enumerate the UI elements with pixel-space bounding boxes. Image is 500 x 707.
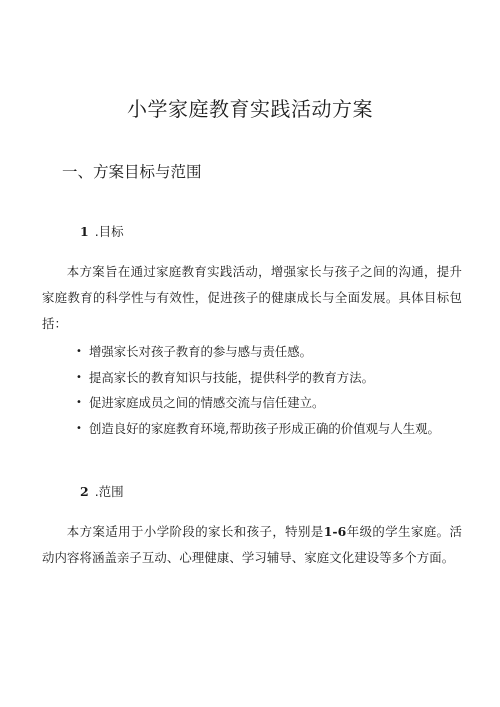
list-item-text: 促进家庭成员之间的情感交流与信任建立。 [89,395,325,410]
list-item-text: 创造良好的家庭教育环境,帮助孩子形成正确的价值观与人生观。 [89,420,440,436]
subsection-heading-scope [80,482,124,500]
bullet-icon: • [76,422,82,434]
list-item [76,390,476,416]
subsection-number: 1 [80,224,89,239]
bullet-icon: • [76,346,82,357]
subsection-label: .目标 [94,224,124,239]
grade-range: 1-6 [323,524,347,539]
subsection-heading-goals [80,222,124,240]
scope-paragraph [42,519,462,571]
subsection-number: 2 [80,484,89,499]
scope-text-after: 年级的学生家庭。活动内容将涵盖亲子互动、心理健康、学习辅导、家庭文化建设等多个方面。 [42,524,462,565]
section-heading-goals-scope: 一、方案目标与范围 [62,163,202,181]
goals-list [76,339,476,441]
bullet-icon: • [76,371,82,383]
document-title: 小学家庭教育实践活动方案 [127,97,373,121]
list-item-text: 增强家长对孩子教育的参与感与责任感。 [89,344,313,359]
list-item [76,339,476,365]
scope-text-before: 本方案适用于小学阶段的家长和孩子，特别是 [66,524,324,539]
bullet-icon: • [76,397,82,408]
list-item-text: 提高家长的教育知识与技能，提供科学的教育方法。 [89,369,374,385]
list-item [76,365,476,391]
list-item [76,416,476,442]
goals-paragraph: 本方案旨在通过家庭教育实践活动，增强家长与孩子之间的沟通，提升家庭教育的科学性与有效性，促进孩子的健康成长与全面发展。具体目标包括： [42,264,462,331]
subsection-label: .范围 [94,484,124,499]
